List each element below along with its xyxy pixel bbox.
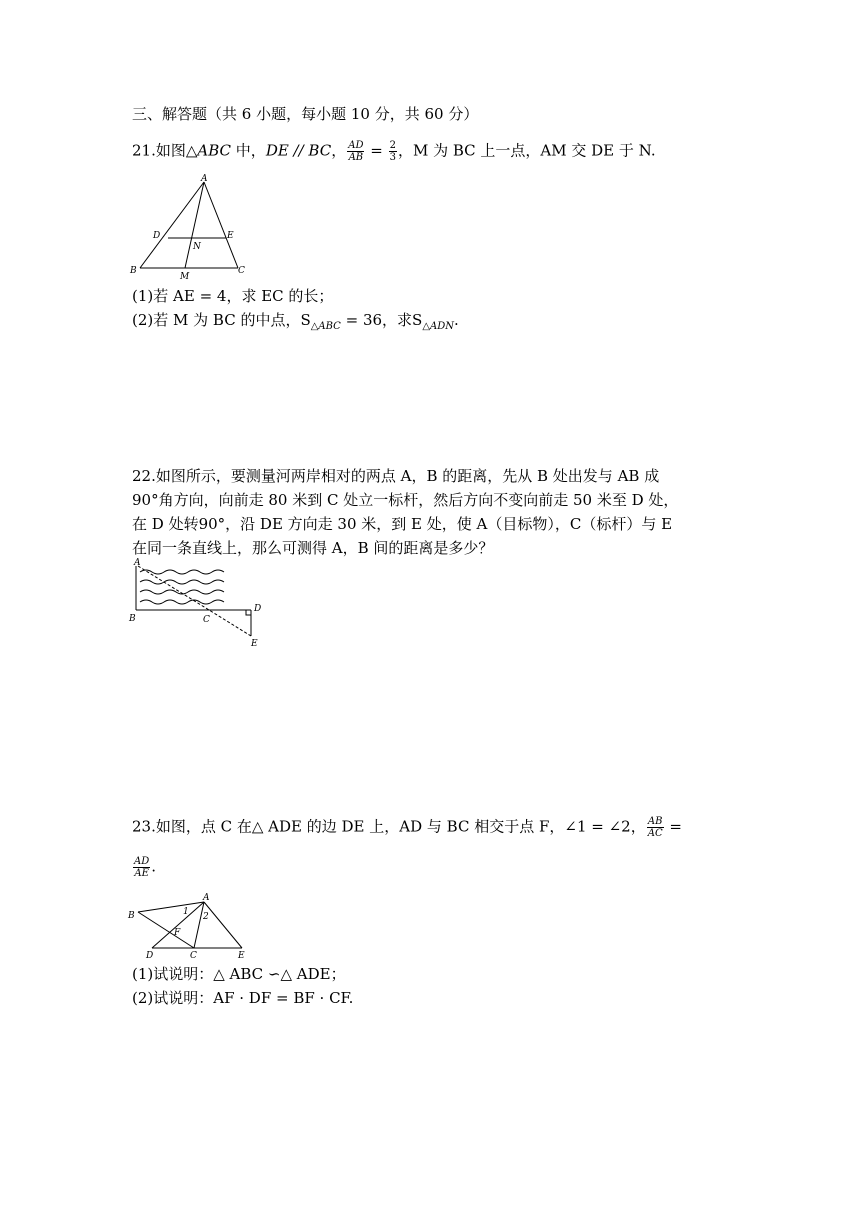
section-header: 三、解答题（共 6 小题，每小题 10 分，共 60 分） — [132, 105, 479, 123]
q22-line2: 90°角方向，向前走 80 米到 C 处立一标杆，然后方向不变向前走 50 米至 D 处， — [132, 491, 679, 509]
q21-part2-c: . — [454, 311, 459, 329]
q23-label-a: A — [203, 893, 210, 903]
q23-part2: (2)试说明：AF · DF = BF · CF. — [132, 989, 354, 1007]
q22-label-b: B — [129, 614, 136, 624]
q23-label-d: D — [146, 951, 154, 961]
q21-label-b: B — [130, 266, 137, 276]
q21-parallel: DE // BC — [265, 141, 332, 160]
q23-label-angle1: 1 — [183, 907, 189, 917]
q23-fraction-ab-ac — [647, 816, 664, 839]
q21-label-c: C — [238, 266, 245, 276]
q23-triangle-figure — [126, 890, 256, 962]
q21-part2-sub1: △ABC — [310, 321, 341, 332]
q21-value-den: 3 — [389, 152, 396, 163]
q23-label-e: E — [238, 951, 245, 961]
q23-part1: (1)试说明：△ ABC ∽△ ADE； — [132, 965, 346, 983]
q21-label-a: A — [201, 174, 208, 184]
q21-label-m: M — [180, 272, 190, 282]
q21-comma: ， — [331, 141, 347, 160]
q21-statement — [132, 140, 656, 163]
q21-value-fraction — [389, 140, 397, 163]
q23-label-b: B — [128, 911, 135, 921]
q21-triangle: ABC — [197, 141, 232, 160]
q23-f2-num: AD — [134, 856, 150, 867]
q21-label-n: N — [193, 242, 201, 252]
q21-ratio-fraction — [347, 140, 364, 163]
q21-ratio-num: AD — [348, 140, 364, 151]
q23-f2-den: AE — [134, 868, 149, 879]
q21-triangle-figure — [128, 172, 252, 282]
q21-label-e: E — [227, 231, 234, 241]
q22-line3: 在 D 处转90°，沿 DE 方向走 30 米，到 E 处，使 A（目标物），C（标杆）与 E — [132, 515, 673, 533]
q23-period: . — [151, 857, 157, 876]
q21-eq: = — [365, 141, 388, 160]
q23-label-c: C — [190, 951, 197, 961]
q23-line2 — [132, 856, 156, 879]
q23-line1-text: 23.如图，点 C 在△ ADE 的边 DE 上，AD 与 BC 相交于点 F，∠1 = ∠2， — [132, 817, 646, 836]
q23-fraction-ad-ae — [133, 856, 150, 879]
q23-label-f: F — [174, 928, 181, 938]
q21-zhong: 中， — [231, 141, 266, 160]
q23-f1-den: AC — [647, 828, 663, 839]
q21-value-num: 2 — [389, 140, 396, 151]
q21-part2-b: = 36，求S — [340, 311, 423, 329]
q22-label-e: E — [251, 639, 258, 648]
q22-river-figure — [126, 556, 270, 648]
q21-ratio-den: AB — [348, 152, 364, 163]
q21-part2-a: (2)若 M 为 BC 的中点，S — [132, 311, 311, 329]
q21-part2-sub2: △ADN — [422, 321, 454, 332]
q22-label-a: A — [134, 558, 141, 568]
q22-line4: 在同一条直线上，那么可测得 A，B 间的距离是多少？ — [132, 539, 494, 557]
q23-f1-num: AB — [647, 816, 663, 827]
q21-m-point: ，M 为 BC 上一点，AM 交 DE 于 N. — [397, 141, 656, 160]
q21-number: 21. — [132, 141, 156, 160]
q21-intro: 如图△ — [155, 141, 198, 160]
q22-line1: 22.如图所示，要测量河两岸相对的两点 A，B 的距离，先从 B 处出发与 AB 成 — [132, 467, 660, 485]
q21-part2 — [132, 310, 459, 337]
q23-line1 — [132, 816, 682, 839]
q21-part1: (1)若 AE = 4，求 EC 的长； — [132, 287, 334, 305]
q23-label-angle2: 2 — [203, 912, 209, 922]
q21-label-d: D — [153, 231, 161, 241]
q22-label-c: C — [203, 615, 210, 625]
q22-label-d: D — [254, 604, 262, 614]
q23-eq: = — [664, 817, 682, 836]
